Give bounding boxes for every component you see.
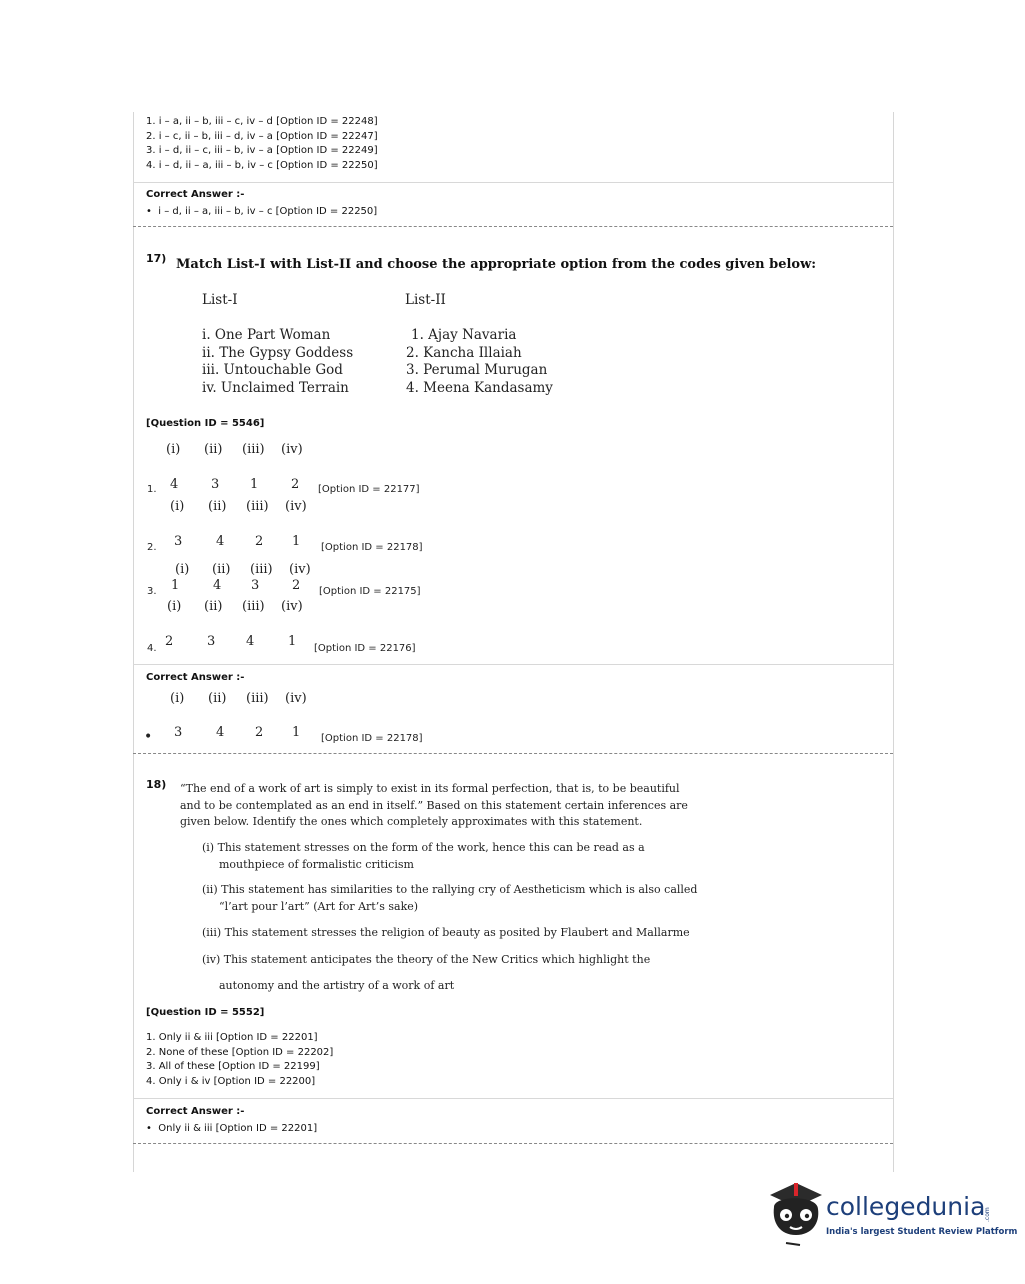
q18-statement-3: (iii) This statement stresses the religion of beauty as posited by Flaubert and Mallarme [202, 926, 690, 939]
q16-correct-label: Correct Answer :- [146, 189, 245, 200]
roman-label: (i) [166, 442, 181, 457]
roman-label: (ii) [204, 442, 223, 457]
option-id: [Option ID = 22177] [318, 484, 420, 495]
q17-number: 17) [146, 252, 167, 265]
q18-correct-answer [146, 1122, 317, 1137]
option-value: 2 [165, 634, 174, 649]
roman-label: (iii) [246, 499, 269, 514]
q17-question-id: [Question ID = 5546] [146, 418, 265, 429]
roman-label: (ii) [204, 599, 223, 614]
divider [133, 1098, 893, 1099]
q18-statement-4: (iv) This statement anticipates the theory of the New Critics which highlight the [202, 953, 651, 966]
collegedunia-mascot-icon [766, 1177, 828, 1249]
option-value: 1 [171, 578, 180, 593]
roman-label: (ii) [212, 562, 231, 577]
list1 [202, 327, 353, 397]
q18-answer-text: Only ii & iii [Option ID = 22201] [158, 1123, 318, 1134]
q16-option-1: 1. i – a, ii – b, iii – c, iv – d [Option ID = 22248] [146, 116, 378, 127]
option-value: 4 [213, 578, 222, 593]
option-id: [Option ID = 22175] [319, 586, 421, 597]
roman-label: (i) [167, 599, 182, 614]
list1-item: iv. Unclaimed Terrain [202, 379, 349, 396]
roman-label: (i) [170, 691, 185, 706]
option-value: 4 [246, 634, 255, 649]
q18-options [146, 1031, 333, 1089]
logo-domain-suffix: .com [984, 1207, 991, 1222]
option-id: [Option ID = 22176] [314, 643, 416, 654]
list2 [406, 327, 553, 397]
roman-label: (i) [175, 562, 190, 577]
roman-label: (iii) [242, 442, 265, 457]
list2-item: 4. Meena Kandasamy [406, 379, 553, 396]
q16-answer-text: i – d, ii – a, iii – b, iv – c [Option ID = 22250] [158, 206, 378, 217]
roman-label: (iv) [281, 599, 303, 614]
roman-label: (ii) [208, 499, 227, 514]
q18-statement-1: (i) This statement stresses on the form of the work, hence this can be read as a mouthpiece of formalistic criticism [202, 841, 645, 871]
roman-label: (iii) [246, 691, 269, 706]
answer-id: [Option ID = 22178] [321, 733, 423, 744]
answer-value: 4 [216, 725, 225, 740]
q17-correct-label: Correct Answer :- [146, 672, 245, 683]
q18-option-2: 2. None of these [Option ID = 22202] [146, 1046, 334, 1058]
bullet: • [144, 729, 153, 745]
option-value: 4 [170, 477, 179, 492]
q18-question-id: [Question ID = 5552] [146, 1007, 265, 1018]
q18-quote: “The end of a work of art is simply to exist in its formal perfection, that is, to be beautiful and to be contemplated as an end in itself.” Based on this statement certain inferences are given below. Identify the ones which completely approximates with this statement. [180, 782, 688, 828]
option-value: 1 [292, 534, 301, 549]
roman-label: (iii) [250, 562, 273, 577]
bullet: • [146, 1123, 152, 1134]
roman-label: (iv) [285, 499, 307, 514]
list2-title: List-II [405, 292, 446, 308]
roman-label: (iv) [289, 562, 311, 577]
list2-item: 3. Perumal Murugan [406, 362, 548, 378]
q16-options [146, 115, 378, 173]
option-value: 3 [251, 578, 260, 593]
q18-option-3: 3. All of these [Option ID = 22199] [146, 1061, 320, 1072]
option-number: 4. [147, 643, 157, 654]
option-id: [Option ID = 22178] [321, 542, 423, 553]
answer-value: 3 [174, 725, 183, 740]
question-separator [133, 753, 893, 754]
list1-item: ii. The Gypsy Goddess [202, 344, 354, 361]
list1-title: List-I [202, 292, 238, 308]
q16-correct-answer [146, 205, 377, 220]
roman-label: (iv) [281, 442, 303, 457]
divider [133, 664, 893, 665]
answer-value: 2 [255, 725, 264, 740]
q16-option-3: 3. i – d, ii – c, iii – b, iv – a [Option ID = 22249] [146, 145, 378, 156]
option-value: 3 [207, 634, 216, 649]
option-number: 2. [147, 542, 157, 553]
roman-label: (ii) [208, 691, 227, 706]
option-value: 3 [211, 477, 220, 492]
roman-label: (iii) [242, 599, 265, 614]
q18-option-4: 4. Only i & iv [Option ID = 22200] [146, 1075, 316, 1087]
list1-item: iii. Untouchable God [202, 362, 343, 378]
option-number: 1. [147, 484, 157, 495]
q18-number: 18) [146, 778, 167, 791]
question-separator [133, 1143, 893, 1144]
q16-option-4: 4. i – d, ii – a, iii – b, iv – c [Option ID = 22250] [146, 159, 378, 171]
q16-option-2: 2. i – c, ii – b, iii – d, iv – a [Option ID = 22247] [146, 130, 378, 142]
roman-label: (i) [170, 499, 185, 514]
option-value: 3 [174, 534, 183, 549]
option-value: 2 [291, 477, 300, 492]
list2-item: 1. Ajay Navaria [411, 327, 517, 343]
q18-correct-label: Correct Answer :- [146, 1106, 245, 1117]
answer-value: 1 [292, 725, 301, 740]
option-number: 3. [147, 586, 157, 597]
option-value: 2 [292, 578, 301, 593]
q17-prompt: Match List-I with List-II and choose the appropriate option from the codes given below: [176, 257, 817, 272]
list2-item: 2. Kancha Illaiah [406, 344, 522, 361]
question-separator [133, 226, 893, 227]
option-value: 1 [250, 477, 259, 492]
divider [133, 182, 893, 183]
bullet: • [146, 206, 152, 217]
option-value: 4 [216, 534, 225, 549]
q18-statement-2: (ii) This statement has similarities to the rallying cry of Aestheticism which is also called “l’art pour l’art” (Art for Art’s sake) [202, 883, 698, 913]
roman-label: (iv) [285, 691, 307, 706]
option-value: 1 [288, 634, 297, 649]
option-value: 2 [255, 534, 264, 549]
logo-tagline: India's largest Student Review Platform [826, 1227, 1018, 1237]
logo-wordmark: collegedunia [826, 1192, 986, 1221]
q18-statement-4-cont: autonomy and the artistry of a work of art [219, 979, 455, 992]
q18-option-1: 1. Only ii & iii [Option ID = 22201] [146, 1032, 318, 1043]
list1-item: i. One Part Woman [202, 327, 331, 343]
